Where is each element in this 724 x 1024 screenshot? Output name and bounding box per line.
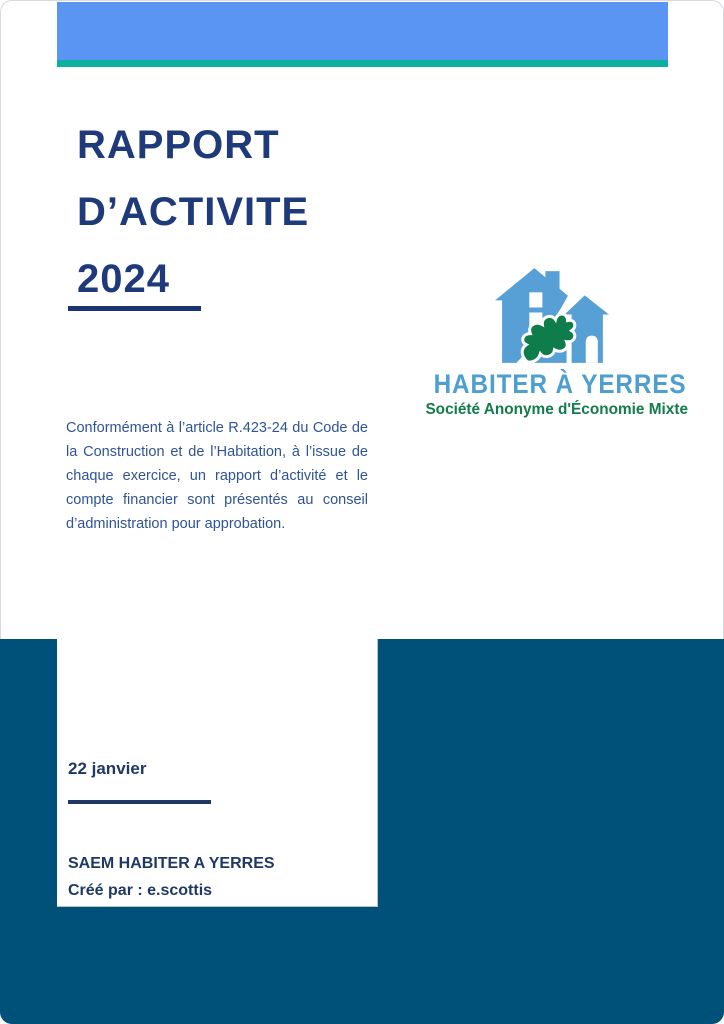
- title-underline: [68, 306, 201, 311]
- footer-created-by: Créé par : e.scottis: [68, 882, 213, 899]
- logo-subtitle: Société Anonyme d'Économie Mixte: [425, 401, 688, 418]
- report-title-line2: D’ACTIVITE: [77, 190, 310, 234]
- top-accent-bar: [57, 2, 668, 60]
- footer-company: SAEM HABITER A YERRES: [68, 855, 275, 872]
- logo-name: HABITER À YERRES: [433, 369, 687, 399]
- report-title: [77, 112, 309, 313]
- company-logo: [420, 264, 692, 419]
- footer-date: 22 janvier: [68, 759, 147, 778]
- report-title-line1: RAPPORT: [77, 123, 280, 167]
- report-title-line3: 2024: [77, 257, 170, 301]
- houses-leaf-icon: [493, 264, 619, 365]
- footer-card: [57, 639, 378, 907]
- footer-date-underline: [68, 800, 211, 804]
- intro-paragraph: Conformément à l’article R.423-24 du Code de la Construction et de l’Habitation, à l’issue de chaque exercice, un rapport d’activité et le compte financier sont présentés au conseil d’administration pour approbation.: [66, 420, 368, 532]
- teal-accent-line: [57, 60, 668, 67]
